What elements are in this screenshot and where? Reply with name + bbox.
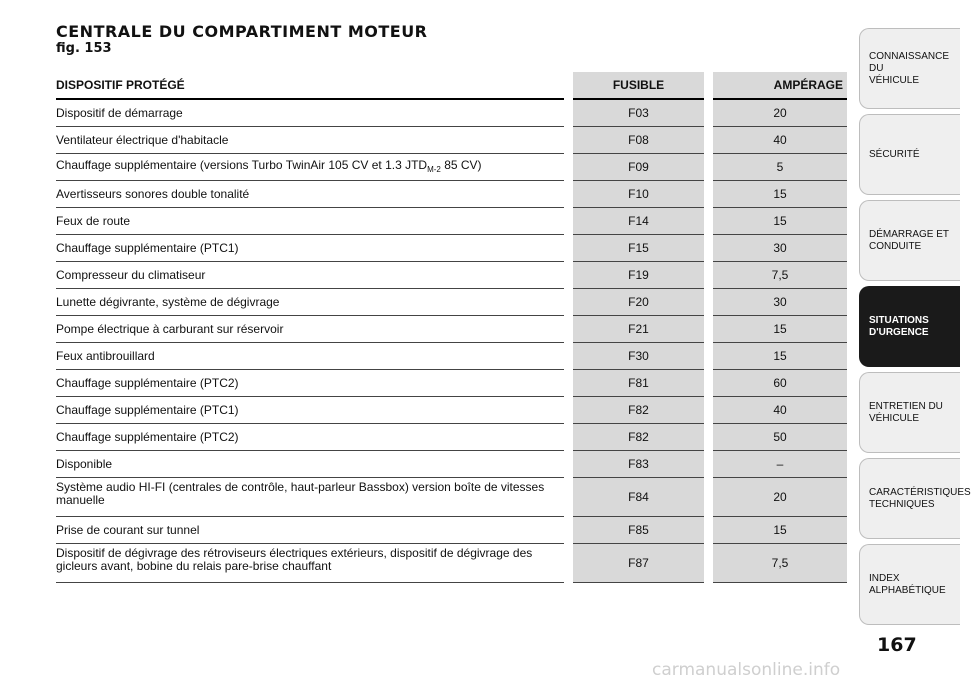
amperage-cell: – xyxy=(713,451,847,478)
device-text-suffix: 85 CV) xyxy=(440,157,482,172)
fuse-cell: F30 xyxy=(573,343,704,370)
tab-label: SÉCURITÉ xyxy=(869,148,920,160)
table-row xyxy=(56,544,847,583)
fuse-cell: F20 xyxy=(573,289,704,316)
section-sidebar xyxy=(859,28,971,630)
device-cell: Lunette dégivrante, système de dégivrage xyxy=(56,289,564,316)
tab-entretien-du-vehicule[interactable] xyxy=(859,372,960,453)
device-subscript: M-2 xyxy=(427,164,441,174)
amperage-cell: 15 xyxy=(713,343,847,370)
fuse-cell: F81 xyxy=(573,370,704,397)
tab-label: SITUATIONS D'URGENCE xyxy=(869,314,929,338)
table-row xyxy=(56,397,847,424)
table-header-row xyxy=(56,72,847,99)
table-row xyxy=(56,316,847,343)
table-row xyxy=(56,424,847,451)
device-cell: Avertisseurs sonores double tonalité xyxy=(56,181,564,208)
device-cell: Compresseur du climatiseur xyxy=(56,262,564,289)
amperage-cell: 40 xyxy=(713,397,847,424)
device-cell: Chauffage supplémentaire (PTC1) xyxy=(56,397,564,424)
amperage-cell: 15 xyxy=(713,181,847,208)
device-cell: Disponible xyxy=(56,451,564,478)
device-cell: Chauffage supplémentaire (PTC2) xyxy=(56,424,564,451)
tab-label: CONNAISSANCE DU VÉHICULE xyxy=(869,50,950,86)
page-title: CENTRALE DU COMPARTIMENT MOTEUR xyxy=(56,22,428,41)
device-text-line1: Dispositif de dégivrage des rétroviseurs électriques extérieurs, dispositif de dégivrage des xyxy=(56,546,533,560)
device-cell: Feux de route xyxy=(56,208,564,235)
device-cell: Prise de courant sur tunnel xyxy=(56,517,564,544)
figure-reference: fig. 153 xyxy=(56,41,112,56)
fuse-cell: F82 xyxy=(573,397,704,424)
fuse-cell: F83 xyxy=(573,451,704,478)
page-number: 167 xyxy=(877,634,917,656)
fuse-cell: F85 xyxy=(573,517,704,544)
device-text-line2: gicleurs avant, bobine du relais pare-brise chauffant xyxy=(56,559,332,573)
table-row xyxy=(56,451,847,478)
table-row xyxy=(56,208,847,235)
amperage-cell: 40 xyxy=(713,127,847,154)
fuse-cell: F10 xyxy=(573,181,704,208)
fuse-cell: F09 xyxy=(573,154,704,181)
device-cell xyxy=(56,154,564,181)
amperage-cell: 7,5 xyxy=(713,544,847,583)
amperage-cell: 7,5 xyxy=(713,262,847,289)
fuse-cell: F19 xyxy=(573,262,704,289)
amperage-cell: 15 xyxy=(713,316,847,343)
fuse-cell: F82 xyxy=(573,424,704,451)
table-row xyxy=(56,235,847,262)
column-header-amperage: AMPÉRAGE xyxy=(713,72,847,99)
table-row xyxy=(56,343,847,370)
amperage-cell: 50 xyxy=(713,424,847,451)
tab-situations-d-urgence[interactable] xyxy=(859,286,960,367)
device-cell: Chauffage supplémentaire (PTC2) xyxy=(56,370,564,397)
table-row xyxy=(56,127,847,154)
tab-label: INDEX ALPHABÉTIQUE xyxy=(869,572,946,596)
fuse-table xyxy=(56,72,847,583)
fuse-cell: F03 xyxy=(573,99,704,127)
device-cell xyxy=(56,544,564,583)
fuse-cell: F87 xyxy=(573,544,704,583)
device-cell: Dispositif de démarrage xyxy=(56,99,564,127)
fuse-cell: F84 xyxy=(573,478,704,517)
column-header-device: DISPOSITIF PROTÉGÉ xyxy=(56,72,564,99)
tab-securite[interactable] xyxy=(859,114,960,195)
fuse-cell: F14 xyxy=(573,208,704,235)
tab-label: ENTRETIEN DU VÉHICULE xyxy=(869,400,943,424)
tab-demarrage-et-conduite[interactable] xyxy=(859,200,960,281)
table-row xyxy=(56,181,847,208)
device-cell: Chauffage supplémentaire (PTC1) xyxy=(56,235,564,262)
fuse-cell: F15 xyxy=(573,235,704,262)
column-header-fuse: FUSIBLE xyxy=(573,72,704,99)
tab-connaissance-du-vehicule[interactable] xyxy=(859,28,960,109)
amperage-cell: 30 xyxy=(713,289,847,316)
device-cell: Ventilateur électrique d'habitacle xyxy=(56,127,564,154)
device-cell xyxy=(56,478,564,517)
amperage-cell: 15 xyxy=(713,517,847,544)
table-row xyxy=(56,154,847,181)
tab-index-alphabetique[interactable] xyxy=(859,544,960,625)
tab-caracteristiques-techniques[interactable] xyxy=(859,458,971,539)
amperage-cell: 20 xyxy=(713,478,847,517)
device-text: Chauffage supplémentaire (versions Turbo TwinAir 105 CV et 1.3 JTD xyxy=(56,157,428,172)
amperage-cell: 5 xyxy=(713,154,847,181)
tab-label: DÉMARRAGE ET CONDUITE xyxy=(869,228,950,252)
table-row xyxy=(56,262,847,289)
table-row xyxy=(56,289,847,316)
table-row xyxy=(56,370,847,397)
watermark: carmanualsonline.info xyxy=(652,660,841,680)
table-row xyxy=(56,478,847,517)
table-row xyxy=(56,517,847,544)
fuse-cell: F08 xyxy=(573,127,704,154)
device-cell: Pompe électrique à carburant sur réservoir xyxy=(56,316,564,343)
device-cell: Feux antibrouillard xyxy=(56,343,564,370)
fuse-cell: F21 xyxy=(573,316,704,343)
amperage-cell: 20 xyxy=(713,99,847,127)
device-text-line1: Système audio HI-FI (centrales de contrôle, haut-parleur Bassbox) version boîte de vitesses xyxy=(56,480,545,494)
table-row xyxy=(56,99,847,127)
device-text-line2: manuelle xyxy=(56,493,105,507)
amperage-cell: 15 xyxy=(713,208,847,235)
amperage-cell: 60 xyxy=(713,370,847,397)
tab-label: CARACTÉRISTIQUES TECHNIQUES xyxy=(869,486,971,510)
amperage-cell: 30 xyxy=(713,235,847,262)
